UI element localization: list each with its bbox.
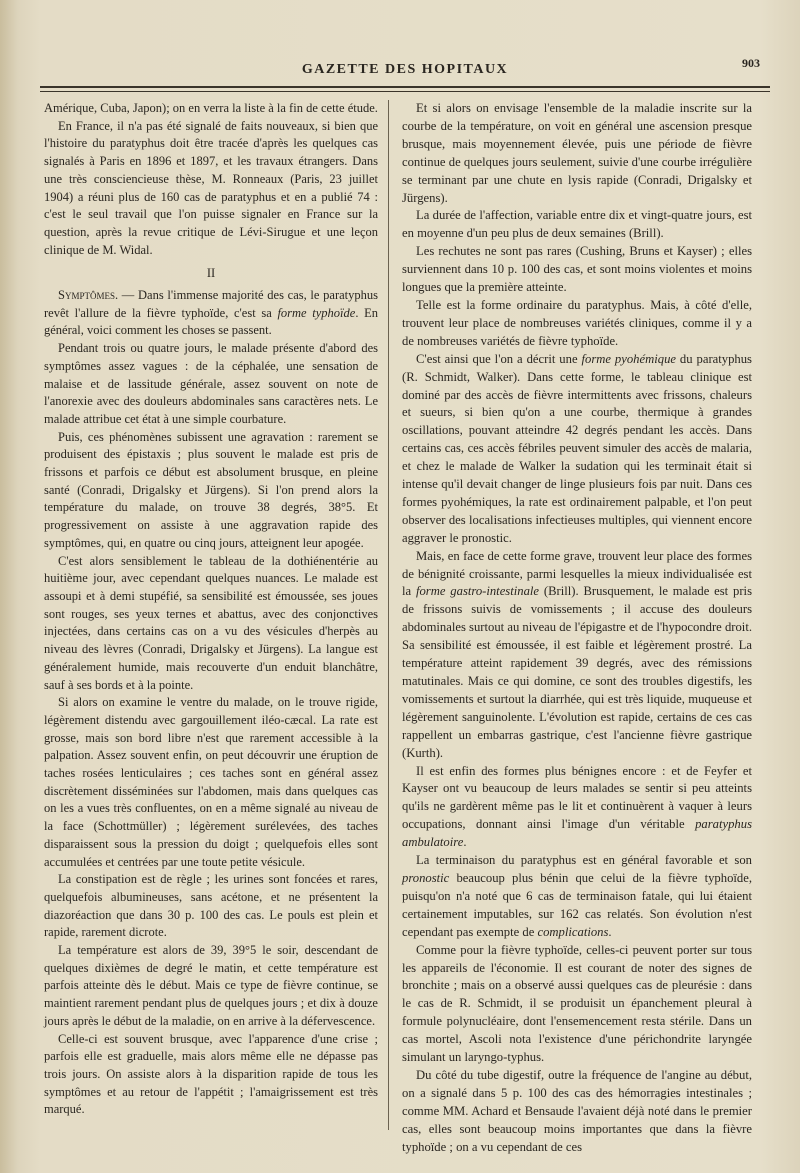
- text-run: C'est ainsi que l'on a décrit une: [416, 351, 582, 366]
- emphasis: forme typhoïde: [277, 305, 356, 320]
- emphasis: complications: [537, 924, 609, 939]
- text-run: . En général, voici comment les choses se passent.: [44, 305, 378, 338]
- paragraph: Puis, ces phénomènes subissent une agravation : rarement se produisent des épistaxis ; plus souvent le malade est pris de frissons et parfois ce début est absolument brusque, en pleine santé (Conradi, Drigalsky et Jürgens). Si l'on prend alors la température du malade, on trouve 38 degrés, 38°5. Et progressivement on assiste à une aggravation rapide des symptômes, qui, en quatre ou cinq jours, atteignent leur apogée.: [44, 429, 378, 550]
- paragraph: Telle est la forme ordinaire du paratyphus. Mais, à côté d'elle, trouvent leur place de nombreuses variétés cliniques, comme il y a de nombreuses variétés de fièvre typhoïde.: [402, 297, 752, 348]
- emphasis: forme gastro-intestinale: [415, 584, 540, 599]
- paragraph: Comme pour la fièvre typhoïde, celles-ci peuvent porter sur tous les appareils de l'économie. Il est courant de noter des signes de bronchite ; mais on a observé aussi quelques cas de pleurésie : dans le cas de R. Schmidt, il se produisit un épanchement pleural à formule polynucléaire, dont l'ensemencement resta stérile. Dans un cas mortel, Ascoli nota l'existence d'une périchondrite laryngée simulant un laryngo-typhus.: [402, 942, 752, 1065]
- paragraph: En France, il n'a pas été signalé de faits nouveaux, si bien que l'histoire du paratyphus doit être tracée d'après les quelques cas signalés à Paris en 1896 et 1897, et les travaux étrangers. Dans une très consciencieuse thèse, M. Ronneaux (Paris, 23 juillet 1904) a réuni plus de 160 cas de paratyphus et en a publié 74 : c'est le seul travail que l'on puisse signaler en France sur la question, après la revue critique de Lévi-Sirugue et une leçon clinique de M. Widal.: [44, 118, 378, 257]
- paragraph: La constipation est de règle ; les urines sont foncées et rares, quelquefois albumineuses, sans acétone, et ne présentent la diazoréaction que dans 30 p. 100 des cas. Le pouls est plein et rapide, rarement dicrote.: [44, 872, 378, 940]
- paragraph: Pendant trois ou quatre jours, le malade présente d'abord des symptômes assez vagues : de la céphalée, une sensation de malaise et de lassitude générale, assez souvent on note de l'anorexie avec des douleurs abdominales sans caractères nets. Le malade attribue cet état à une simple courbature.: [44, 341, 378, 426]
- paragraph: Si alors on examine le ventre du malade, on le trouve rigide, légèrement distendu avec gargouillement iléo-cæcal. La rate est grosse, mais son bord libre n'est que rarement accessible à la palpation. Assez souvent enfin, on peut découvrir une éruption de taches rosées lenticulaires ; ces taches sont en général assez discrètement disséminées sur l'abdomen, mais dans quelques cas on les a vues très confluentes, on en a même signalé au niveau de la face (Schottmüller) ; légèrement surélevées, des taches disparaissent sous la pression du doigt ; quelquefois elles sont accumulées et centrées par une toute petite vésicule.: [44, 695, 378, 869]
- paragraph: Celle-ci est souvent brusque, avec l'apparence d'une crise ; parfois elle est graduelle, mais alors même elle ne dépasse pas trois jours. On assiste alors à la disparition rapide de tous les symptômes et au retour de l'appétit ; l'amaigrissement est très marqué.: [44, 1031, 378, 1117]
- section-number: II: [206, 266, 216, 281]
- text-run: Il est enfin des formes plus bénignes encore : et de Feyfer et Kayser ont vu beaucoup de leurs malades se sentir si peu atteints qu'ils ne gardèrent même pas le lit et continuèrent à vaquer à leurs occupations, donnant ainsi l'image d'un véritable: [402, 763, 752, 832]
- paragraph: [402, 351, 752, 548]
- paragraph: Amérique, Cuba, Japon); on en verra la liste à la fin de cette étude.: [44, 101, 378, 115]
- emphasis: pronostic: [402, 870, 450, 885]
- paragraph: [402, 548, 752, 763]
- paragraph: Les rechutes ne sont pas rares (Cushing, Bruns et Kayser) ; elles surviennent dans 10 p. 100 des cas, et sont moins violentes et moins longues que la première atteinte.: [402, 244, 752, 295]
- paragraph: [402, 852, 752, 942]
- text-run: du paratyphus (R. Schmidt, Walker). Dans cette forme, le tableau clinique est dominé par des accès de fièvre intermittents avec frissons, chaleurs et sueurs, si bien qu'on a une courbe, thermique à grandes oscillations, pouvant atteindre 42 degrés pendant les accès. Dans certains cas, ces accès fébriles peuvent simuler des accès de malaria, et chez le malade de Walker la sudation qui les terminait était si intense qu'il devait changer de linge plusieurs fois par nuit. Dans ces formes pyohémiques, la rate est ordinairement palpable, et l'on peut observer des localisations infectieuses multiples, qui viennent encore aggraver le pronostic.: [402, 351, 752, 545]
- paragraph: [44, 287, 378, 340]
- text-run: La terminaison du paratyphus est en général favorable et son: [416, 853, 752, 868]
- running-title: GAZETTE DES HOPITAUX: [301, 62, 509, 77]
- text-run: beaucoup plus bénin que celui de la fièvre typhoïde, puisqu'on n'a noté que 6 cas de terminaison fatale, qui lui étaient certainement imputables, sur 162 cas relatés. Son évolution n'est cependant pas exempte de: [402, 870, 752, 939]
- right-column: [402, 100, 752, 1156]
- paragraph: Du côté du tube digestif, outre la fréquence de l'angine au début, on a signalé dans 5 p. 100 des cas des hémorragies intestinales ; comme MM. Achard et Bensaude l'avaient déjà noté dans le premier cas, elles sont beaucoup moins importantes que dans la fièvre typhoïde ; on a vu cependant de ces: [402, 1067, 752, 1154]
- text-run: .: [608, 924, 612, 939]
- text-run: .: [463, 835, 467, 850]
- paragraph: La température est alors de 39, 39°5 le soir, descendant de quelques dixièmes de degré le matin, et cette température est parfois atteinte dès le début. Mais ce type de fièvre continue, se maintient rarement pendant plus de quelques jours ; et dix à douze jours après le début de la maladie, on en arrive à la défervescence.: [44, 943, 378, 1028]
- emphasis: paratyphus ambulatoire: [402, 817, 752, 850]
- text-run: (Brill). Brusquement, le malade est pris de frissons suivis de vomissements ; il accuse des douleurs abdominales surtout au niveau de l'épigastre et de l'hypocondre droit. Sa sensibilité est émoussée, il est faible et légèrement prostré. La température atteint rapidement 39 degrés, avec des rémissions matutinales. Mais ce qui domine, ce sont des troubles digestifs, les vomissements et surtout la diarrhée, qui est très liquide, muqueuse et légèrement sanguinolente. L'évolution est rapide, certains de ces cas rappellent un embarras gastrique, c'est l'ancienne fièvre gastrique (Kurth).: [402, 584, 752, 760]
- header-rule-thin: [40, 91, 770, 92]
- emphasis: forme pyohémique: [581, 351, 676, 366]
- section-lead: Symptômes.: [58, 288, 119, 303]
- left-column: [44, 100, 378, 1140]
- page-header: [40, 56, 770, 86]
- text-run: — Dans l'immense majorité des cas, le paratyphus revêt l'allure de la fièvre typhoïde, c'est sa: [44, 288, 378, 320]
- paragraph: [402, 763, 752, 853]
- page-number: 903: [742, 56, 760, 70]
- paragraph: La durée de l'affection, variable entre dix et vingt-quatre jours, est en moyenne d'un peu plus de deux semaines (Brill).: [402, 208, 752, 241]
- text-run: Mais, en face de cette forme grave, trouvent leur place des formes de bénignité croissante, parmi lesquelles la mieux individualisée est la: [402, 548, 752, 599]
- header-rule: [40, 86, 770, 88]
- column-divider: [388, 100, 389, 1130]
- paragraph: Et si alors on envisage l'ensemble de la maladie inscrite sur la courbe de la température, on voit en général une ascension presque brusque, mais moyennement élevée, puis une période de fièvre continue de quelques jours seulement, suivie d'une courbe irrégulière se terminant par une chute en lysis rapide (Conradi, Drigalsky et Jürgens).: [402, 101, 752, 205]
- paragraph: C'est alors sensiblement le tableau de la dothiénentérie au huitième jour, avec cependant quelques nuances. Le malade est assoupi et à demi stupéfié, sa sensibilité est émoussée, ses joues sont rouges, ses yeux ternes et abattus, avec des conjonctives injectées, dans certains cas on a vu des vésicules d'herpès au niveau des lèvres (Conradi, Drigalsky et Jürgens). La langue est généralement humide, mais recouverte d'un enduit blanchâtre, sauf à ses bords et à la pointe.: [44, 553, 378, 692]
